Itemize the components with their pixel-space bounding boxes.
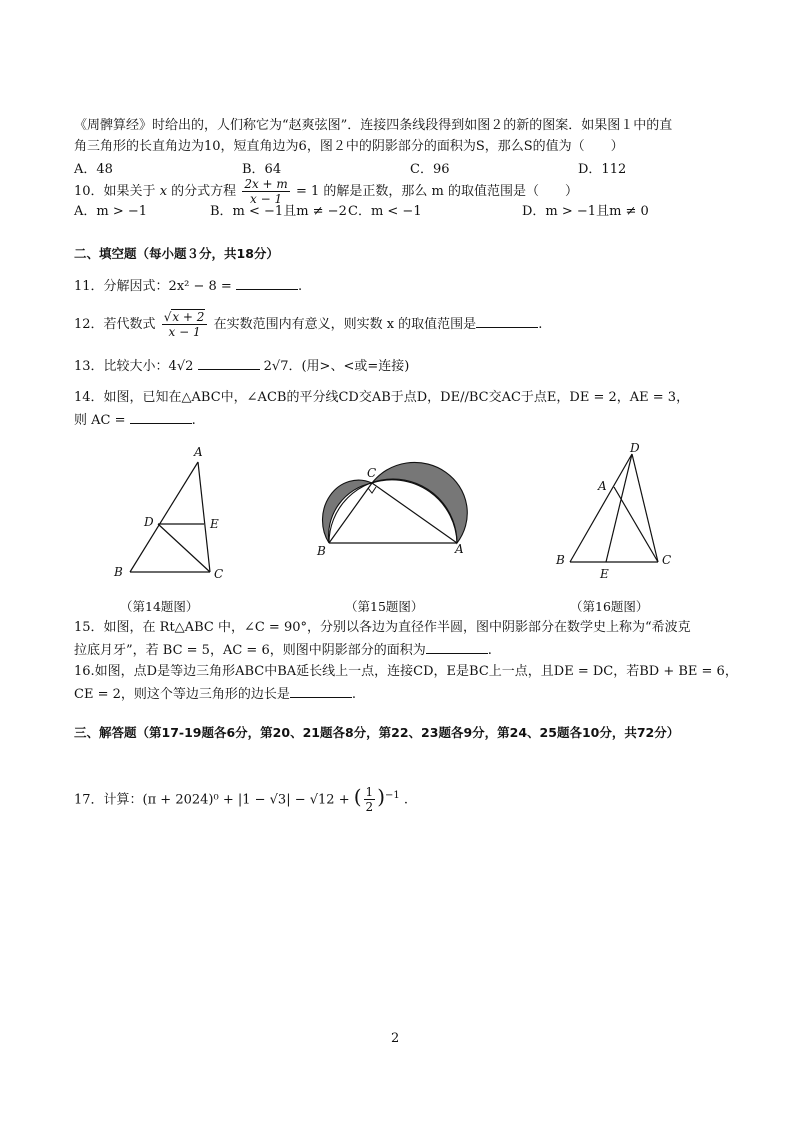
fig14-label-a: A — [194, 445, 203, 459]
fig15-label-b: B — [317, 544, 326, 558]
q16-line1: 16.如图，点D是等边三角形ABC中BA延长线上一点，连接CD，E是BC上一点，且DE = DC，若BD + BE = 6， — [74, 664, 738, 679]
fig16-label-a: A — [598, 479, 607, 493]
q10-stem: 10．如果关于 x 的分式方程 $\frac{2x + m}{x - 1}$ = 1 的解是正数，那么 m 的取值范围是（ ） — [74, 177, 578, 206]
fig16-segment-de — [606, 454, 632, 562]
q10-option-d: D．m > −1且m ≠ 0 — [522, 204, 649, 219]
fig14-label-c: C — [214, 567, 224, 581]
q15-line1: 15．如图，在 Rt△ABC 中，∠C = 90°，分别以各边为直径作半圆，图中阴影部分在数学史上称为“希波克 — [74, 620, 691, 635]
q12-answer-blank[interactable] — [476, 315, 538, 328]
q14-answer-blank[interactable] — [130, 411, 192, 424]
q16-answer-blank[interactable] — [290, 685, 352, 698]
fig16-segment-dc — [632, 454, 658, 562]
fig15-lune-right — [372, 462, 467, 543]
q13-answer-blank[interactable] — [198, 357, 260, 370]
fig14-side-ab — [130, 462, 198, 572]
q10-option-c: C．m < −1 — [348, 204, 422, 219]
q16-line2: CE = 2，则这个等边三角形的边长是 . — [74, 687, 357, 702]
q14-line2: 则 AC = . — [74, 413, 196, 428]
q9-line2: 角三角形的长直角边为10，短直角边为6，图２中的阴影部分的面积为S，那么S的值为（ ） — [74, 139, 624, 154]
fig14-label-b: B — [114, 565, 123, 579]
fig16-label-b: B — [556, 553, 565, 567]
q9-line1: 《周髀算经》时给出的，人们称它为“赵爽弦图”．连接四条线段得到如图２的新的图案．如果图１中的直 — [74, 118, 673, 133]
q15-line2: 拉底月牙”，若 BC = 5，AC = 6，则图中阴影部分的面积为 . — [74, 643, 492, 658]
q17: 17．计算：(π + 2024)⁰ + |1 − √3| − √12 + ( $\frac{1}{2}$ )$^{-1}$ . — [74, 784, 409, 815]
fig16-label-d: D — [630, 441, 640, 455]
q12-fraction: $\frac{√x + 2}{x - 1}$ — [162, 310, 208, 339]
q10-option-b: B．m < −1且m ≠ −2 — [210, 204, 347, 219]
q9-option-b: B．64 — [242, 162, 282, 177]
fig14-side-ac — [198, 462, 210, 572]
q13: 13．比较大小：4√2 2√7．(用>、<或=连接) — [74, 359, 410, 374]
fig16-segment-db — [570, 454, 632, 562]
q10-option-a: A．m > −1 — [74, 204, 148, 219]
fig16-caption: （第16题图） — [570, 599, 649, 614]
figure-14 — [100, 440, 240, 590]
q11-answer-blank[interactable] — [236, 277, 298, 290]
q14-line1: 14．如图，已知在△ABC中，∠ACB的平分线CD交AB于点D，DE//BC交AC于点E，DE = 2，AE = 3， — [74, 390, 690, 405]
q11: 11．分解因式：2x² − 8 = . — [74, 279, 303, 294]
q17-fraction: $\frac{1}{2}$ — [365, 785, 374, 815]
fig15-label-a: A — [455, 542, 464, 556]
figure-16 — [550, 440, 680, 590]
q15-answer-blank[interactable] — [426, 641, 488, 654]
fig14-segment-cd — [158, 524, 210, 572]
fig15-label-c: C — [367, 466, 377, 480]
q9-option-c: C．96 — [410, 162, 450, 177]
fig14-label-e: E — [210, 517, 219, 531]
q9-option-d: D．112 — [578, 162, 627, 177]
fig16-side-ac — [614, 487, 658, 562]
figure-15 — [305, 455, 480, 565]
fig14-label-d: D — [144, 515, 154, 529]
fig16-label-c: C — [662, 553, 672, 567]
q9-option-a: A．48 — [74, 162, 113, 177]
fig15-caption: （第15题图） — [345, 599, 424, 614]
section-2-title: 二、填空题（每小题３分，共18分） — [74, 246, 279, 261]
section-3-title: 三、解答题（第17-19题各6分，第20、21题各8分，第22、23题各9分，第24、25题各10分，共72分） — [74, 725, 680, 740]
fig14-caption: （第14题图） — [120, 599, 199, 614]
fig16-label-e: E — [600, 567, 609, 581]
q12: 12．若代数式 $\frac{√x + 2}{x - 1}$ 在实数范围内有意义，则实数 x 的取值范围是 . — [74, 310, 543, 339]
q10-fraction: $\frac{2x + m}{x - 1}$ — [244, 177, 288, 206]
page-number: 2 — [391, 1031, 400, 1046]
